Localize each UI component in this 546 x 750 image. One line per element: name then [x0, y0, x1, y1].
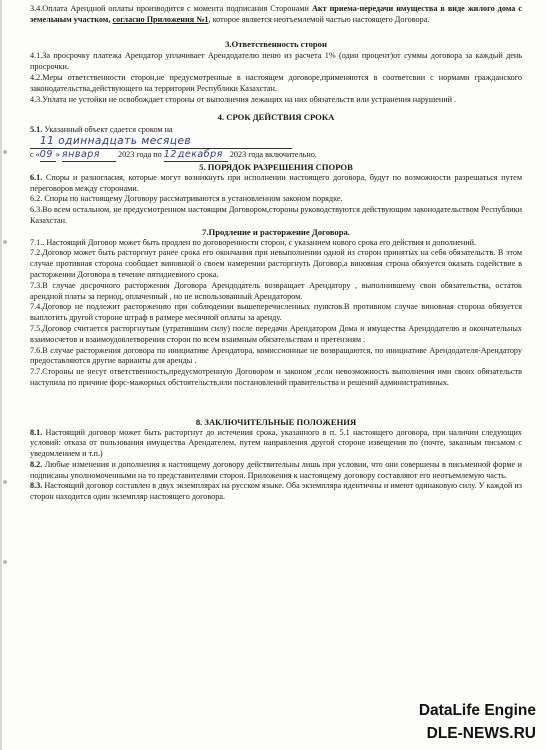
section-final-title: 8. ЗАКЛЮЧИТЕЛЬНЫЕ ПОЛОЖЕНИЯ: [195, 416, 357, 427]
from-day-handwritten: 09: [40, 150, 56, 162]
binder-hole: [3, 560, 7, 564]
binder-hole: [3, 480, 7, 484]
term-handwritten: 11 одиннадцать месяцев: [40, 134, 192, 147]
clause-7-5: 7.5.Договор считается расторгнутым (утратившим силу) после передачи Арендатором Дома и имущества Арендодателю и окончательных взаимосчетов и взаимоудовлетворения сторон по всем взаимным обязательствам и претензиям .: [30, 323, 522, 344]
clause-4-2: 4.2.Меры ответственности сторон,не предусмотренные в настоящем договоре,применяются в соответсвии с нормами гражданского законодательства,действующего на территории Республики Казахстан.: [30, 72, 522, 93]
clause-3-4: 3.4.Оплата Арендной оплаты производится с момента подписания Сторонами Акт приема-передачи имущества в виде жилого дома с земельным участком, согласно Приложения №1, которое является неотъемлемой частью настоящего Договора.: [30, 4, 522, 24]
clause-7-7: 7.7.Стороны не несут ответственность,предусмотренную Договором и законом ,если невозможность выполнения ими своих обязательств наступила по причине форс-мажорных обстоятельств,или постановлений правительства и решений административных.: [30, 367, 522, 387]
term-handwritten-line: [30, 134, 522, 150]
contract-text: [30, 4, 522, 503]
clause-4-3: 4.3.Уплата не устойки не освобождает стороны от выполнения лежащих на них обязательств или устранения нарушений .: [30, 94, 457, 104]
clause-6-3: 6.3.Во всем остальном, не предусмотренном настоящим Договором,стороны руководствуются действующим законодательством Республики Казахстан.: [30, 205, 522, 225]
to-month-handwritten: декабря: [178, 150, 228, 162]
section-disputes-title: 5. ПОРЯДОК РАЗРЕШЕНИЯ СПОРОВ: [199, 161, 353, 172]
clause-8-1: 8.1. Настоящий договор может быть расторгнут до истечения срока, указанного в п. 5.1 настоящего договора, при наличии следующих условий: отказа от пользования имущества Арендателем, путем направления другой стороне извещения по (почте, заказным письмом с уведомлением и т.п.): [30, 427, 522, 459]
section-extension-title: 7.Продление и расторжение Договора.: [202, 226, 350, 237]
to-day-handwritten: 12: [163, 148, 177, 160]
from-month-handwritten: января: [62, 150, 116, 162]
scan-edge: [0, 0, 2, 750]
clause-7-2: 7.2.Договор может быть расторгнут ранее срока его окончания при невыполнении одной из сторон принятых на себя обязательств. В этом случае противная сторона сообщает виновной о своем намерении расторгнуть Договор,а виновная строна обязуется оказать содействие в расторжении Договора в течение пятидневного срока.: [30, 248, 522, 279]
clause-6-2: 6.2. Споры по настоящему Договору рассматриваются в установленном законом порядке.: [30, 194, 343, 204]
binder-hole: [3, 240, 7, 244]
clause-5-1: 5.1. Указанный объект сдается сроком на: [30, 125, 173, 135]
clause-8-3: 8.3. Настоящий договор составлен в двух экземплярах на русском языке. Оба экземпляра идентичны и имеют одинаковую силу. У каждой из сторон находится один экземпляр настоящего договора.: [30, 481, 522, 502]
clause-4-1: 4.1.За просрочку платежа Арендатор уплачивает Арендодателю пеню из расчета 1% (один процент)от суммы договора за каждый день просрочки.: [30, 51, 522, 72]
term-dates: с «09 » января 2023 года по 12декабря 2023 года включительно.: [30, 148, 317, 160]
clause-7-3: 7.3.В случае досрочного расторжения Договора Арендодатель возвращает Арендатору , выполнившему свои обязательства, остаток арендной платы за период, оплаченный , но не использованный Арендатором.: [30, 280, 522, 301]
watermark-site: DLE-NEWS.RU: [426, 725, 536, 742]
section-term-title: 4. СРОК ДЕЙСТВИЯ СРОКА: [217, 112, 335, 123]
section-responsibility-title: 3.Ответственность сторон: [225, 38, 327, 49]
watermark-engine: DataLife Engine: [418, 702, 536, 719]
clause-6-1: 6.1. Споры и разногласия, которые могут возникнуть при исполнении настоящего договора, будут по возможности разрешаться путем переговоров между сторонами.: [30, 172, 522, 193]
clause-7-6: 7.6.В случае расторжения договора по инициативе Арендатора, комиссионные не возвращаются, по инициативе Арендодателя-Арендатору предоставляются другие варианты для аренды .: [30, 345, 522, 366]
binder-hole: [3, 150, 7, 154]
clause-7-1: 7.1.. Настоящий Договор может быть продлен по договоренности сторон, с указанием нового срока его действия и дополнений.: [30, 237, 477, 247]
clause-7-4: 7.4.Договор не подлежит расторжению при соблюдении вышеперечисленных пунктов.В противном случае виновная сторона обязуется выплотить другой стороне штраф в размере месячной оплаты за аренду.: [30, 302, 522, 323]
clause-8-2: 8.2. Любые изменения и дополнения к настоящему договору действительны лишь при условии, что они совершены в письменной форме и подписаны уполномоченными на то представителями сторон. Приложения к настоящему договору составляют его неотъемлемую часть.: [30, 459, 522, 480]
